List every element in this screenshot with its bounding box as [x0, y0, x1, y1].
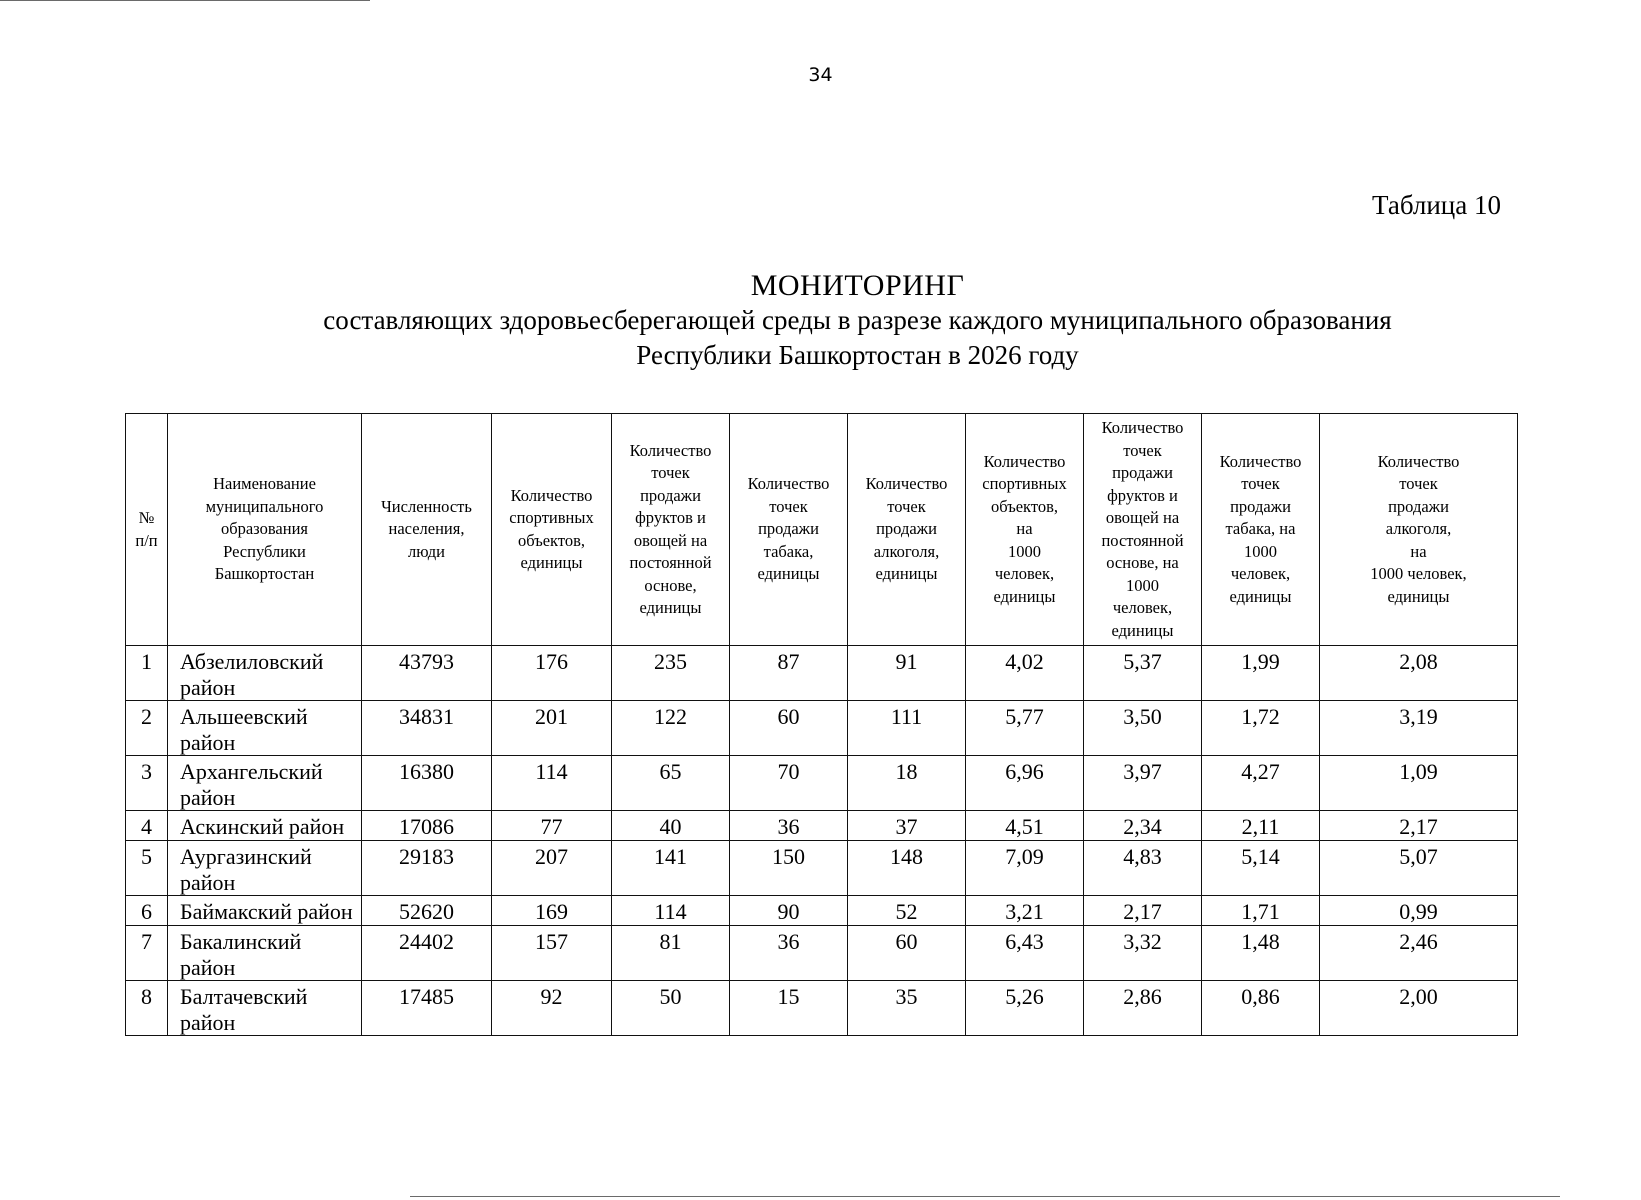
- title-block: [140, 268, 1575, 373]
- title-line-2: составляющих здоровьесберегающей среды в разрезе каждого муниципального образования: [323, 305, 1392, 335]
- cell-alcohol: 148: [848, 841, 966, 896]
- table-label: Таблица 10: [1372, 190, 1501, 220]
- header-line: 1000 человек,: [1370, 564, 1467, 584]
- cell-population: 29183: [362, 841, 492, 896]
- header-line: объектов,: [517, 530, 586, 550]
- municipality-name-line: район: [180, 729, 236, 755]
- header-line: Количество: [1101, 418, 1184, 437]
- header-line: овощей на: [633, 530, 708, 550]
- header-line: точек: [651, 463, 690, 482]
- header-line: объектов,: [990, 496, 1059, 516]
- cell-sport: 114: [492, 756, 612, 811]
- table-row: [126, 646, 1518, 701]
- cell-tobacco-1000: 1,72: [1202, 701, 1320, 756]
- header-line: алкоголя,: [1385, 519, 1452, 539]
- municipality-name-line: Альшеевский: [180, 704, 308, 729]
- cell-alcohol-1000: 2,17: [1320, 811, 1518, 841]
- header-line: люди: [408, 541, 445, 561]
- header-line: овощей на: [1105, 508, 1180, 527]
- table-body: [126, 646, 1518, 1036]
- cell-sport-1000: 6,43: [966, 926, 1084, 981]
- cell-population: 43793: [362, 646, 492, 701]
- header-line: Количество: [983, 451, 1066, 471]
- cell-tobacco-1000: 1,48: [1202, 926, 1320, 981]
- table-row: [126, 841, 1518, 896]
- cell-alcohol-1000: 2,08: [1320, 646, 1518, 701]
- municipality-name-line: Бакалинский: [180, 929, 302, 954]
- row-number: 5: [126, 841, 168, 896]
- cell-sport-1000: 3,21: [966, 896, 1084, 926]
- cell-alcohol: 91: [848, 646, 966, 701]
- municipality-name-line: Балтачевский: [180, 984, 308, 1009]
- header-line: единицы: [993, 586, 1056, 606]
- header-line: Количество: [629, 440, 712, 460]
- cell-sport-1000: 5,77: [966, 701, 1084, 756]
- cell-tobacco-1000: 1,71: [1202, 896, 1320, 926]
- cell-sport: 201: [492, 701, 612, 756]
- cell-alcohol: 35: [848, 981, 966, 1036]
- header-line: Количество: [747, 474, 830, 494]
- cell-alcohol: 37: [848, 811, 966, 841]
- header-sport-objects: [492, 414, 612, 646]
- header-line: продажи: [1112, 463, 1173, 482]
- header-line: единицы: [1111, 620, 1174, 640]
- header-alcohol-per-1000: [1320, 414, 1518, 646]
- cell-fruit: 122: [612, 701, 730, 756]
- cell-tobacco: 90: [730, 896, 848, 926]
- header-line: точек: [1399, 474, 1438, 494]
- header-line: единицы: [757, 564, 820, 584]
- header-line: образования: [220, 519, 309, 539]
- page-number: 34: [808, 64, 833, 86]
- header-line: точек: [887, 496, 926, 516]
- header-line: муниципального: [205, 496, 324, 516]
- header-line: на: [1410, 541, 1427, 561]
- cell-tobacco: 70: [730, 756, 848, 811]
- cell-tobacco: 36: [730, 811, 848, 841]
- header-line: табака, на: [1225, 519, 1296, 539]
- header-line: фруктов и: [1107, 485, 1178, 505]
- header-tobacco-points: [730, 414, 848, 646]
- cell-fruit: 50: [612, 981, 730, 1036]
- header-line: единицы: [520, 553, 583, 572]
- cell-tobacco: 15: [730, 981, 848, 1036]
- cell-tobacco: 150: [730, 841, 848, 896]
- municipality-name-line: район: [180, 869, 236, 895]
- cell-population: 16380: [362, 756, 492, 811]
- header-line: №: [138, 508, 155, 527]
- table-header-row: [126, 414, 1518, 646]
- header-line: точек: [769, 496, 808, 516]
- cell-sport: 77: [492, 811, 612, 841]
- cell-sport-1000: 4,02: [966, 646, 1084, 701]
- cell-alcohol-1000: 0,99: [1320, 896, 1518, 926]
- cell-population: 34831: [362, 701, 492, 756]
- cell-sport-1000: 6,96: [966, 756, 1084, 811]
- header-line: человек,: [1230, 564, 1291, 584]
- header-line: единицы: [875, 564, 938, 584]
- municipality-name: [168, 841, 362, 896]
- cell-fruit: 81: [612, 926, 730, 981]
- header-line: основе,: [644, 575, 697, 595]
- header-line: Количество: [1377, 451, 1460, 471]
- cell-fruit-1000: 3,97: [1084, 756, 1202, 811]
- header-line: продажи: [758, 519, 819, 539]
- header-line: 1000: [1008, 541, 1041, 561]
- table-row: [126, 756, 1518, 811]
- cell-fruit-1000: 3,50: [1084, 701, 1202, 756]
- header-line: табака,: [763, 541, 814, 561]
- header-line: точек: [1241, 474, 1280, 494]
- scan-edge-top: [0, 0, 370, 1]
- cell-alcohol-1000: 5,07: [1320, 841, 1518, 896]
- cell-sport: 157: [492, 926, 612, 981]
- row-number: 3: [126, 756, 168, 811]
- cell-tobacco: 36: [730, 926, 848, 981]
- municipality-name-line: Аскинский район: [180, 814, 345, 839]
- cell-tobacco: 87: [730, 646, 848, 701]
- header-population: [362, 414, 492, 646]
- cell-population: 17086: [362, 811, 492, 841]
- cell-fruit-1000: 2,17: [1084, 896, 1202, 926]
- header-line: Количество: [510, 485, 593, 505]
- row-number: 4: [126, 811, 168, 841]
- header-line: Количество: [865, 474, 948, 494]
- municipality-name: [168, 926, 362, 981]
- header-alcohol-points: [848, 414, 966, 646]
- header-line: продажи: [640, 485, 701, 505]
- header-line: продажи: [876, 519, 937, 539]
- title-main: МОНИТОРИНГ: [750, 269, 965, 302]
- row-number: 1: [126, 646, 168, 701]
- cell-fruit: 235: [612, 646, 730, 701]
- header-line: населения,: [388, 519, 465, 539]
- table-row: [126, 926, 1518, 981]
- municipality-name: [168, 701, 362, 756]
- row-number: 6: [126, 896, 168, 926]
- monitoring-table: [125, 413, 1518, 1036]
- cell-population: 52620: [362, 896, 492, 926]
- cell-alcohol-1000: 2,00: [1320, 981, 1518, 1036]
- cell-sport-1000: 4,51: [966, 811, 1084, 841]
- row-number: 2: [126, 701, 168, 756]
- cell-fruit: 40: [612, 811, 730, 841]
- municipality-name-line: район: [180, 674, 236, 700]
- header-line: единицы: [639, 598, 702, 617]
- row-number: 7: [126, 926, 168, 981]
- header-line: Башкортостан: [214, 564, 315, 584]
- header-line: Количество: [1219, 451, 1302, 471]
- municipality-name-line: район: [180, 784, 236, 810]
- header-line: Численность: [381, 496, 472, 516]
- municipality-name: [168, 811, 362, 841]
- cell-fruit: 141: [612, 841, 730, 896]
- municipality-name-line: Абзелиловский: [180, 649, 324, 674]
- cell-fruit-1000: 2,34: [1084, 811, 1202, 841]
- cell-tobacco-1000: 0,86: [1202, 981, 1320, 1036]
- header-line: алкоголя,: [873, 541, 940, 561]
- scan-edge-bottom: [410, 1196, 1560, 1197]
- header-line: продажи: [1388, 496, 1449, 516]
- table-row: [126, 701, 1518, 756]
- title-line-3: Республики Башкортостан в 2026 году: [636, 340, 1079, 370]
- municipality-name: [168, 646, 362, 701]
- municipality-name-line: Аургазинский: [180, 844, 312, 869]
- cell-fruit: 65: [612, 756, 730, 811]
- header-line: 1000: [1126, 575, 1159, 595]
- cell-population: 17485: [362, 981, 492, 1036]
- table-row: [126, 981, 1518, 1036]
- header-line: спортивных: [509, 508, 594, 527]
- cell-alcohol: 111: [848, 701, 966, 756]
- header-line: спортивных: [982, 474, 1067, 494]
- municipality-name: [168, 756, 362, 811]
- header-fruit-per-1000: [1084, 414, 1202, 646]
- header-line: Наименование: [213, 474, 316, 494]
- cell-alcohol-1000: 3,19: [1320, 701, 1518, 756]
- cell-alcohol: 60: [848, 926, 966, 981]
- header-line: постоянной: [629, 553, 712, 572]
- cell-fruit-1000: 4,83: [1084, 841, 1202, 896]
- municipality-name-line: район: [180, 1009, 236, 1035]
- header-municipality: [168, 414, 362, 646]
- cell-tobacco-1000: 1,99: [1202, 646, 1320, 701]
- cell-sport: 169: [492, 896, 612, 926]
- header-number: [126, 414, 168, 646]
- header-line: единицы: [1387, 586, 1450, 606]
- row-number: 8: [126, 981, 168, 1036]
- header-line: продажи: [1230, 496, 1291, 516]
- header-line: на: [1016, 519, 1033, 539]
- cell-sport: 207: [492, 841, 612, 896]
- cell-sport: 92: [492, 981, 612, 1036]
- cell-sport: 176: [492, 646, 612, 701]
- cell-tobacco-1000: 5,14: [1202, 841, 1320, 896]
- municipality-name-line: Архангельский: [180, 759, 323, 784]
- municipality-name-line: Баймакский район: [180, 899, 353, 924]
- municipality-name: [168, 981, 362, 1036]
- cell-sport-1000: 7,09: [966, 841, 1084, 896]
- cell-alcohol: 52: [848, 896, 966, 926]
- header-line: человек,: [994, 564, 1055, 584]
- municipality-name-line: район: [180, 954, 236, 980]
- header-sport-per-1000: [966, 414, 1084, 646]
- cell-alcohol: 18: [848, 756, 966, 811]
- header-line: основе, на: [1106, 553, 1179, 572]
- cell-fruit: 114: [612, 896, 730, 926]
- header-line: постоянной: [1101, 530, 1184, 550]
- cell-tobacco-1000: 4,27: [1202, 756, 1320, 811]
- header-line: человек,: [1112, 598, 1173, 617]
- header-line: фруктов и: [635, 508, 706, 527]
- header-fruit-points: [612, 414, 730, 646]
- header-tobacco-per-1000: [1202, 414, 1320, 646]
- table-row: [126, 896, 1518, 926]
- cell-alcohol-1000: 2,46: [1320, 926, 1518, 981]
- header-line: Республики: [223, 541, 306, 561]
- municipality-name: [168, 896, 362, 926]
- cell-sport-1000: 5,26: [966, 981, 1084, 1036]
- cell-alcohol-1000: 1,09: [1320, 756, 1518, 811]
- header-line: единицы: [1229, 586, 1292, 606]
- header-line: п/п: [135, 530, 158, 550]
- cell-fruit-1000: 2,86: [1084, 981, 1202, 1036]
- header-line: 1000: [1244, 541, 1277, 561]
- cell-tobacco: 60: [730, 701, 848, 756]
- table-row: [126, 811, 1518, 841]
- cell-tobacco-1000: 2,11: [1202, 811, 1320, 841]
- cell-fruit-1000: 5,37: [1084, 646, 1202, 701]
- header-line: точек: [1123, 440, 1162, 460]
- cell-population: 24402: [362, 926, 492, 981]
- cell-fruit-1000: 3,32: [1084, 926, 1202, 981]
